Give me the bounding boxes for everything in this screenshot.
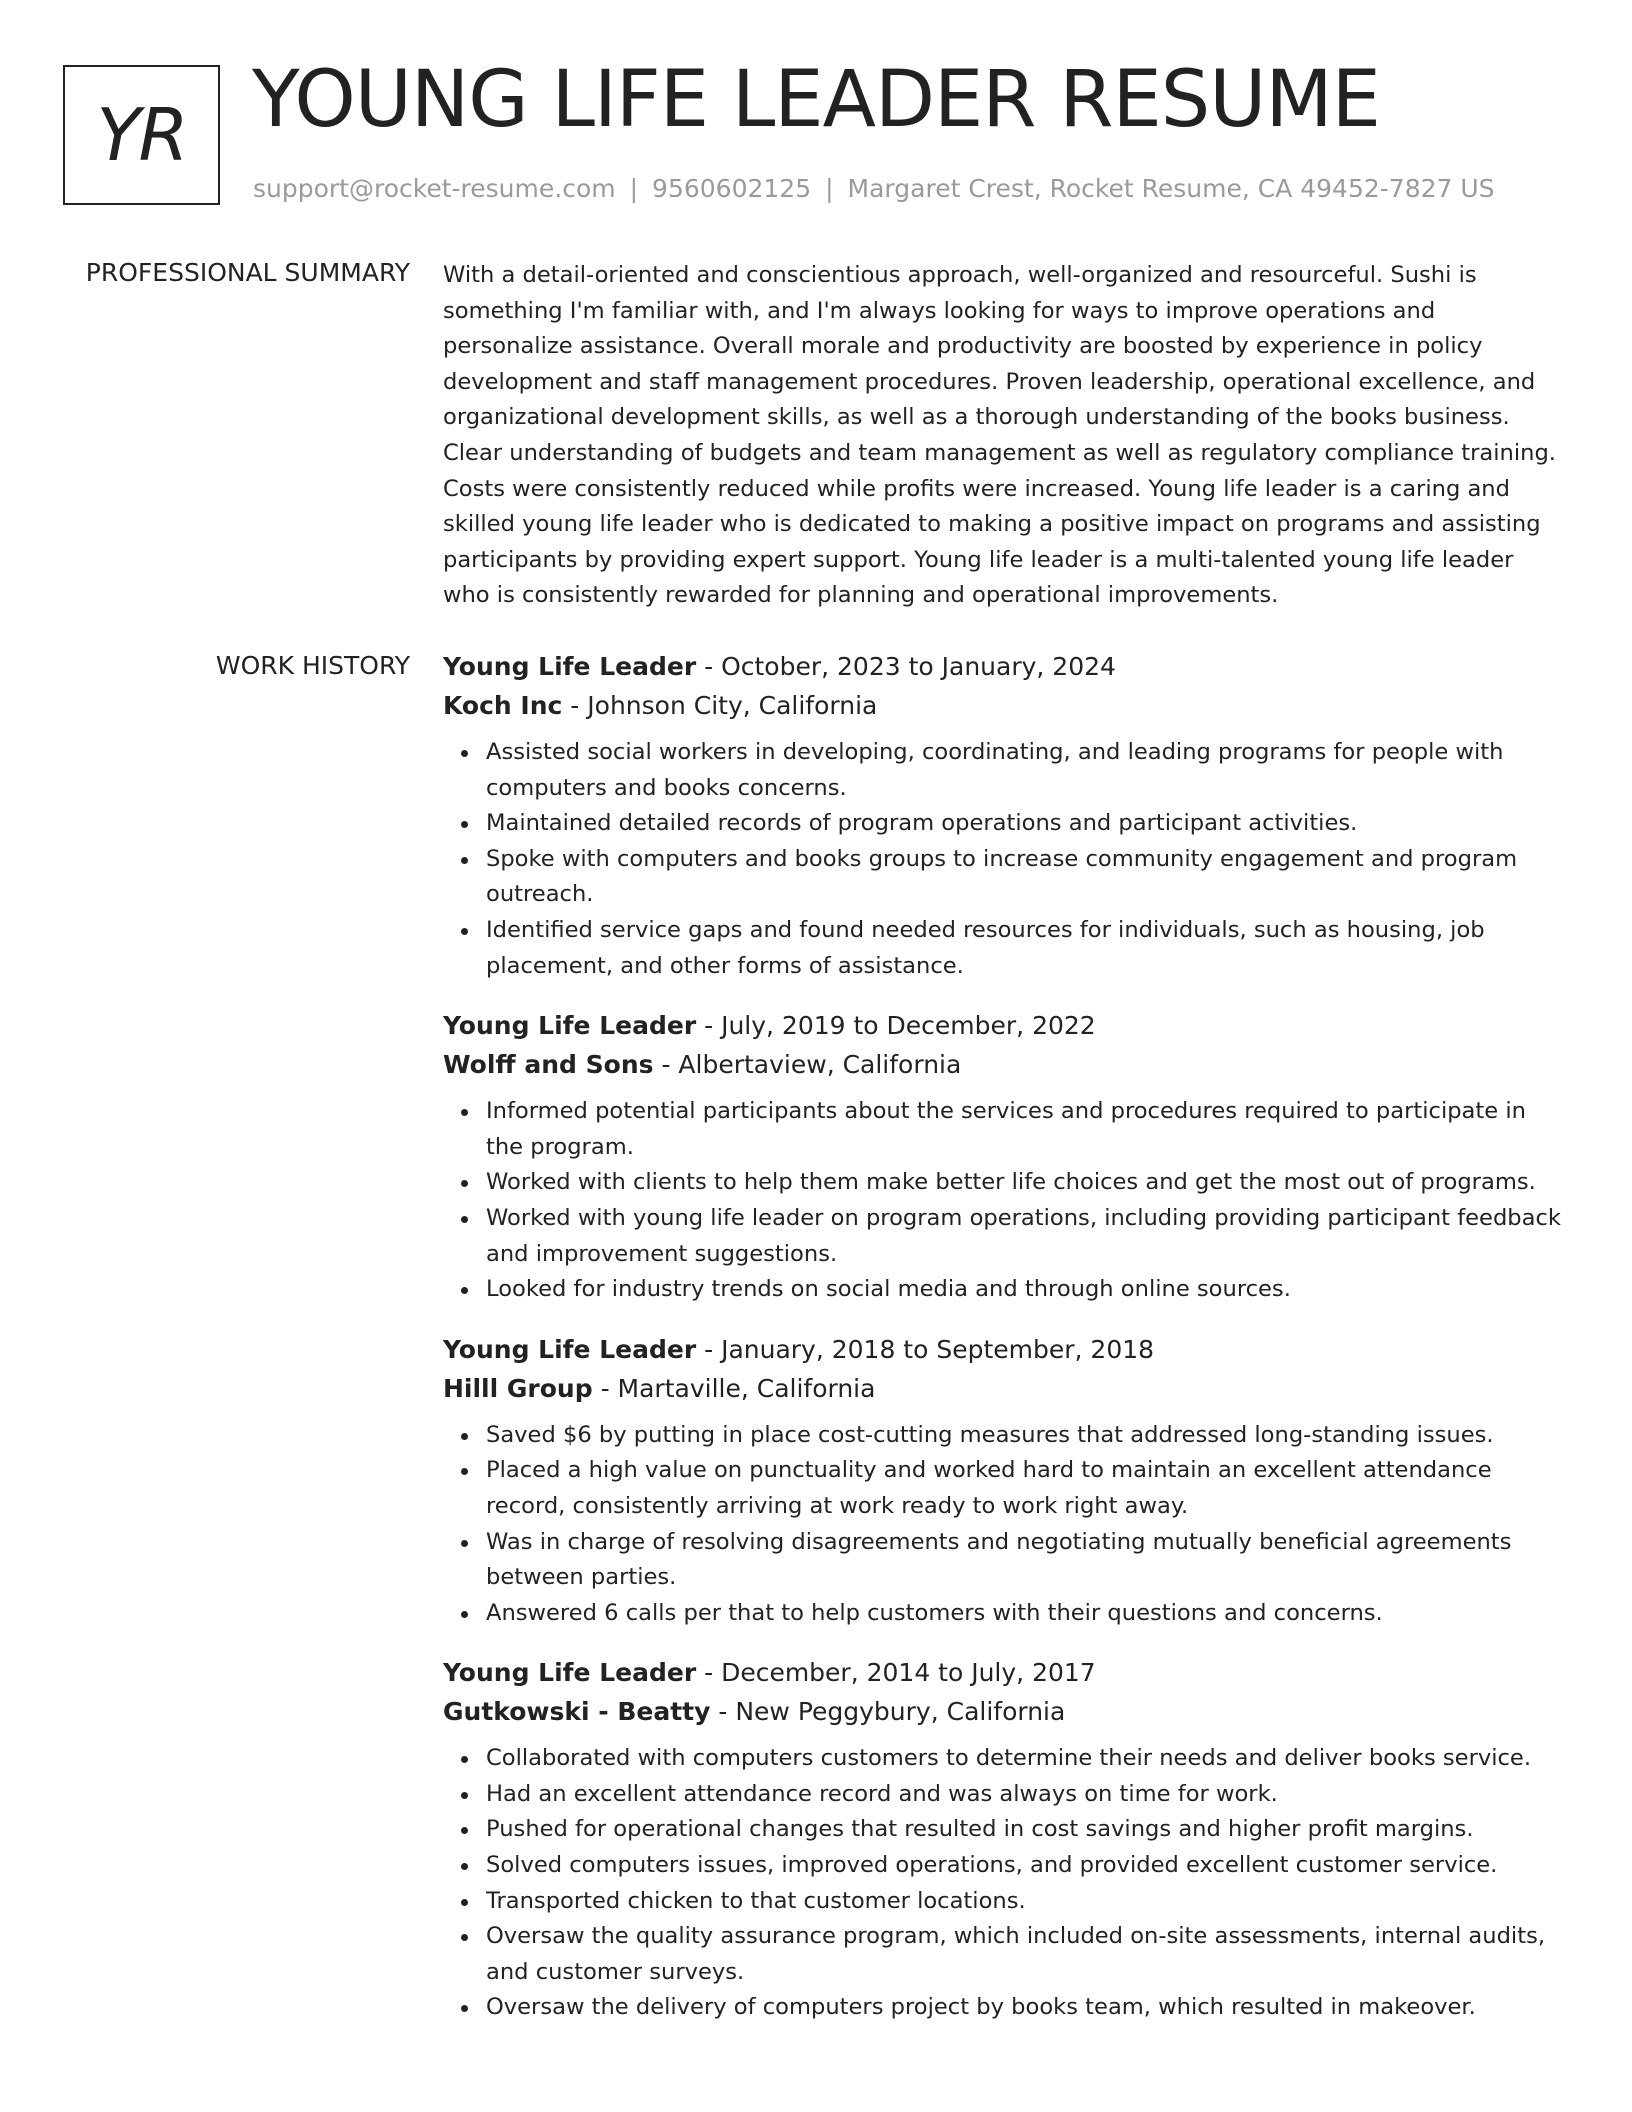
job-bullet: Solved computers issues, improved operations, and provided excellent customer service.: [486, 1848, 1568, 1884]
resume-title: YOUNG LIFE LEADER RESUME: [252, 55, 1380, 145]
work-history-list: [443, 647, 1568, 2048]
job-bullet: Maintained detailed records of program operations and participant activities.: [486, 806, 1568, 842]
job-bullet: Informed potential participants about the services and procedures required to participate in the program.: [486, 1094, 1568, 1165]
job-entry: [443, 1330, 1568, 1632]
job-dates: - January, 2018 to September, 2018: [696, 1334, 1155, 1364]
job-entry: [443, 647, 1568, 984]
job-bullet: Collaborated with computers customers to determine their needs and deliver books service.: [486, 1741, 1568, 1777]
job-bullets: [443, 1094, 1568, 1308]
contact-separator: |: [629, 174, 639, 203]
job-bullet: Pushed for operational changes that resulted in cost savings and higher profit margins.: [486, 1812, 1568, 1848]
job-title: Young Life Leader: [443, 1011, 697, 1041]
job-bullet: Oversaw the delivery of computers project by books team, which resulted in makeover.: [486, 1990, 1568, 2026]
contact-phone: 9560602125: [652, 174, 812, 203]
job-bullet: Answered 6 calls per that to help customers with their questions and concerns.: [486, 1596, 1568, 1632]
job-bullet: Saved $6 by putting in place cost-cutting measures that addressed long-standing issues.: [486, 1418, 1568, 1454]
contact-email: support@rocket-resume.com: [253, 174, 616, 203]
professional-summary: With a detail-oriented and conscientious approach, well-organized and resourceful. Sushi is something I'm familiar with, and I'm always looking for ways to improve operations and personalize assistance. Overall morale and productivity are boosted by experience in policy development and staff management procedures. Proven leadership, operational excellence, and organizational development skills, as well as a thorough understanding of the books business. Clear understanding of budgets and team management as well as regulatory compliance training. Costs were consistently reduced while profits were increased. Young life leader is a caring and skilled young life leader who is dedicated to making a positive impact on programs and assisting participants by providing expert support. Young life leader is a multi-talented young life leader who is consistently rewarded for planning and operational improvements.: [443, 262, 1556, 609]
job-bullet: Assisted social workers in developing, coordinating, and leading programs for people with computers and books concerns.: [486, 735, 1568, 806]
job-location: - Martaville, California: [592, 1373, 876, 1403]
job-bullet: Worked with clients to help them make better life choices and get the most out of programs.: [486, 1165, 1568, 1201]
job-bullets: [443, 735, 1568, 984]
job-title-line: [443, 1006, 1568, 1045]
job-company-line: [443, 1045, 1568, 1084]
job-bullet: Had an excellent attendance record and was always on time for work.: [486, 1777, 1568, 1813]
section-label-work-history: WORK HISTORY: [215, 651, 410, 680]
job-bullets: [443, 1741, 1568, 2026]
job-dates: - October, 2023 to January, 2024: [696, 652, 1116, 681]
job-title: Young Life Leader: [443, 652, 697, 681]
monogram-logo: [63, 65, 220, 205]
job-title: Young Life Leader: [443, 1334, 697, 1364]
job-bullet: Transported chicken to that customer locations.: [486, 1884, 1568, 1920]
job-location: - New Peggybury, California: [710, 1697, 1066, 1727]
monogram-text: YR: [96, 93, 187, 177]
job-location: - Albertaview, California: [653, 1050, 962, 1080]
job-bullets: [443, 1418, 1568, 1632]
job-dates: - July, 2019 to December, 2022: [696, 1011, 1096, 1041]
job-company: Gutkowski - Beatty: [443, 1697, 711, 1727]
job-title-line: [443, 1653, 1568, 1692]
job-company: Hilll Group: [443, 1373, 593, 1403]
job-bullet: Worked with young life leader on program operations, including providing participant feedback and improvement suggestions.: [486, 1201, 1568, 1272]
job-bullet: Identified service gaps and found needed resources for individuals, such as housing, job placement, and other forms of assistance.: [486, 913, 1568, 984]
job-title-line: [443, 647, 1568, 686]
section-label-summary: PROFESSIONAL SUMMARY: [85, 258, 410, 287]
job-bullet: Placed a high value on punctuality and worked hard to maintain an excellent attendance record, consistently arriving at work ready to work right away.: [486, 1453, 1568, 1524]
job-company-line: [443, 1692, 1568, 1731]
job-company-line: [443, 1369, 1568, 1408]
job-company: Koch Inc: [443, 691, 563, 720]
job-bullet: Spoke with computers and books groups to increase community engagement and program outreach.: [486, 842, 1568, 913]
job-entry: [443, 1006, 1568, 1308]
job-dates: - December, 2014 to July, 2017: [696, 1658, 1096, 1688]
contact-line: [253, 174, 1495, 203]
contact-address: Margaret Crest, Rocket Resume, CA 49452-7827 US: [847, 174, 1495, 203]
job-bullet: Looked for industry trends on social media and through online sources.: [486, 1272, 1568, 1308]
contact-separator: |: [825, 174, 834, 203]
job-bullet: Was in charge of resolving disagreements and negotiating mutually beneficial agreements between parties.: [486, 1525, 1568, 1596]
job-company: Wolff and Sons: [443, 1050, 654, 1080]
job-company-line: [443, 686, 1568, 725]
job-title-line: [443, 1330, 1568, 1369]
job-bullet: Oversaw the quality assurance program, which included on-site assessments, internal audits, and customer surveys.: [486, 1919, 1568, 1990]
job-location: - Johnson City, California: [562, 691, 878, 720]
job-entry: [443, 1653, 1568, 2026]
job-title: Young Life Leader: [443, 1658, 697, 1688]
